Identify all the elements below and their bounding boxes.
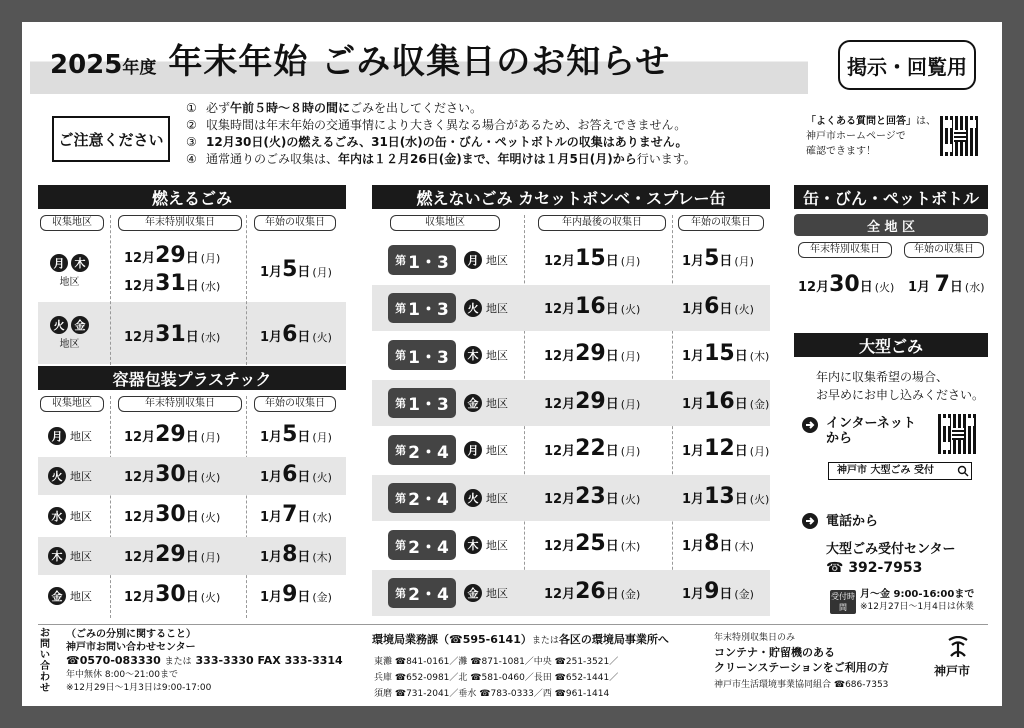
arrow-right-icon [802,513,818,529]
divider [110,215,111,365]
caution-notes [186,100,696,168]
nonburnable-newyear-date: 1月16日 (金) [682,388,770,414]
faq-note: 「よくある質問と回答」は、 神戸市ホームページで 確認できます！ [806,116,936,157]
nonburnable-col-area: 収集地区 [390,215,500,231]
burnable-newyear-date: 1月6日 (火) [260,322,332,347]
plastic-header: 容器包装プラスチック [38,366,346,390]
week-badge: 第 2・4 [388,578,456,608]
nonburnable-last-date: 12月15日 (月) [544,246,641,271]
clean-station-note: 年末特別収集日のみ コンテナ・貯留機のある クリーンステーションをご利用の方 神戸市生活環境事業協同組合 ☎686-7353 [714,633,889,690]
cans-col-newyear: 年始の収集日 [904,242,984,258]
nonburnable-last-date: 12月29日 (月) [544,341,641,366]
large-header: 大型ごみ [794,333,988,357]
env-bureau: 環境局業務課（☎595-6141）または各区の環境局事業所へ [372,633,669,646]
page-title: 2025年度 年末年始 ごみ収集日のお知らせ [50,42,671,82]
nonburnable-newyear-date: 1月9日 (金) [682,578,754,604]
note-1: ① 必ず午前５時～８時の間にごみを出してください。 [186,101,483,115]
kobe-city-emblem-icon [946,636,970,658]
plastic-special-date: 12月30日 (火) [124,582,221,607]
plastic-newyear-date: 1月9日 (金) [260,582,332,607]
nonburnable-last-date: 12月26日 (金) [544,578,641,604]
arrow-right-icon [802,417,818,433]
week-badge: 第 1・3 [388,388,456,418]
nonburnable-header: 燃えないごみ カセットボンベ・スプレー缶 [372,185,770,209]
plastic-newyear-date: 1月5日 (月) [260,422,332,447]
reception-hours: 月～金 9:00-16:00まで [860,589,975,600]
hours-badge: 受付時間 [831,592,855,612]
note-4: ④ 通常通りのごみ収集は、年内は１２月26日(金)まで、年明けは１月5日(月)から行います。 [186,152,696,166]
plastic-newyear-date: 1月7日 (水) [260,502,332,527]
nonburnable-newyear-date: 1月12日 (月) [682,436,770,461]
cans-newyear-date: 1月 7日 (水) [908,272,985,297]
nonburnable-col-newyear: 年始の収集日 [678,215,764,231]
posting-stamp: 掲示・回覧用 [838,40,976,90]
internet-label: インターネット から [826,416,916,446]
cans-special-date: 12月30日 (火) [798,272,895,297]
nonburnable-area-label: 木 地区 [464,536,508,554]
cans-col-special: 年末特別収集日 [798,242,892,258]
burnable-special-date: 12月29日 (月) [124,243,221,268]
plastic-area-label: 水 地区 [48,507,92,525]
cans-header: 缶・びん・ペットボトル [794,185,988,209]
plastic-special-date: 12月30日 (火) [124,502,221,527]
nonburnable-col-last: 年内最後の収集日 [538,215,666,231]
nonburnable-newyear-date: 1月15日 (木) [682,341,770,366]
large-waste-qr-code-icon[interactable] [938,414,978,454]
contact-label: お問い合わせ [40,628,50,694]
nonburnable-area-label: 金 地区 [464,394,508,412]
plastic-area-label: 木 地区 [48,547,92,565]
week-badge: 第 1・3 [388,340,456,370]
nonburnable-area-label: 金 地区 [464,584,508,602]
caution-label: ご注意ください [52,116,170,162]
phone-label: 電話から [826,514,879,529]
plastic-newyear-date: 1月6日 (火) [260,462,332,487]
plastic-col-special: 年末特別収集日 [118,396,242,412]
contact-center: （ごみの分別に関すること） 神戸市お問い合わせセンター ☎0570-083330 または 333-3330 FAX 333-3314 年中無休 8:00～21:00まで ※12月29日～1月3日は9:00-17:00 [66,629,343,693]
city-name: 神戸市 [934,664,971,678]
plastic-area-label: 火 地区 [48,467,92,485]
nonburnable-last-date: 12月16日 (火) [544,293,641,319]
nonburnable-area-label: 月 地区 [464,441,508,459]
burnable-col-area: 収集地区 [40,215,104,231]
week-badge: 第 1・3 [388,293,456,323]
nonburnable-newyear-date: 1月6日 (火) [682,293,754,319]
nonburnable-newyear-date: 1月5日 (月) [682,246,754,271]
nonburnable-last-date: 12月25日 (木) [544,531,641,556]
reception-phone[interactable]: ☎ 392-7953 [826,560,923,576]
plastic-special-date: 12月29日 (月) [124,422,221,447]
plastic-col-newyear: 年始の収集日 [254,396,336,412]
week-badge: 第 2・4 [388,530,456,560]
plastic-area-label: 金 地区 [48,587,92,605]
burnable-special-date: 12月31日 (水) [124,271,221,296]
faq-qr-code-icon[interactable] [940,116,980,156]
divider [246,215,247,365]
burnable-header: 燃えるごみ [38,185,346,209]
week-badge: 第 1・3 [388,245,456,275]
large-instructions: 年内に収集希望の場合、 お早めにお申し込みください。 [816,370,985,402]
nonburnable-last-date: 12月29日 (月) [544,388,641,414]
burnable-newyear-date: 1月5日 (月) [260,257,332,282]
nonburnable-newyear-date: 1月8日 (木) [682,531,754,556]
divider [246,396,247,618]
nonburnable-area-label: 月 地区 [464,251,508,269]
divider [110,396,111,618]
plastic-special-date: 12月29日 (月) [124,542,221,567]
reception-center: 大型ごみ受付センター [826,542,956,557]
plastic-area-label: 月 地区 [48,427,92,445]
search-box[interactable]: 神戸市 大型ごみ 受付 [828,462,972,480]
week-badge: 第 2・4 [388,435,456,465]
nonburnable-area-label: 木 地区 [464,346,508,364]
plastic-special-date: 12月30日 (火) [124,462,221,487]
nonburnable-last-date: 12月22日 (月) [544,436,641,461]
burnable-col-special: 年末特別収集日 [118,215,242,231]
burnable-area-mon-thu: 月 木 地区 [50,254,89,288]
burnable-special-date: 12月31日 (水) [124,322,221,347]
nonburnable-area-label: 火 地区 [464,489,508,507]
note-2: ② 収集時間は年末年始の交通事情により大きく異なる場合があるため、お答えできません。 [186,118,687,132]
search-icon[interactable] [957,465,969,477]
burnable-col-newyear: 年始の収集日 [254,215,336,231]
reception-closed-note: ※12月27日～1月4日は休業 [860,602,974,612]
cans-all-area: 全 地 区 [794,214,988,236]
nonburnable-newyear-date: 1月13日 (火) [682,483,770,509]
plastic-newyear-date: 1月8日 (木) [260,542,332,567]
nonburnable-area-label: 火 地区 [464,299,508,317]
burnable-area-tue-fri: 火 金 地区 [50,316,89,350]
week-badge: 第 2・4 [388,483,456,513]
note-3: ③ 12月30日(火)の燃えるごみ、31日(水)の缶・びん・ペットボトルの収集はありません。 [186,135,688,149]
nonburnable-last-date: 12月23日 (火) [544,483,641,509]
footer-divider [38,624,988,625]
plastic-col-area: 収集地区 [40,396,104,412]
env-offices: 東灘 ☎841-0161／灘 ☎871-1081／中央 ☎251-3521／ 兵庫 ☎652-0981／北 ☎581-0460／長田 ☎652-1441／ 須磨 ☎731-2041／垂水 ☎783-0333／西 ☎961-1414 [374,657,619,699]
